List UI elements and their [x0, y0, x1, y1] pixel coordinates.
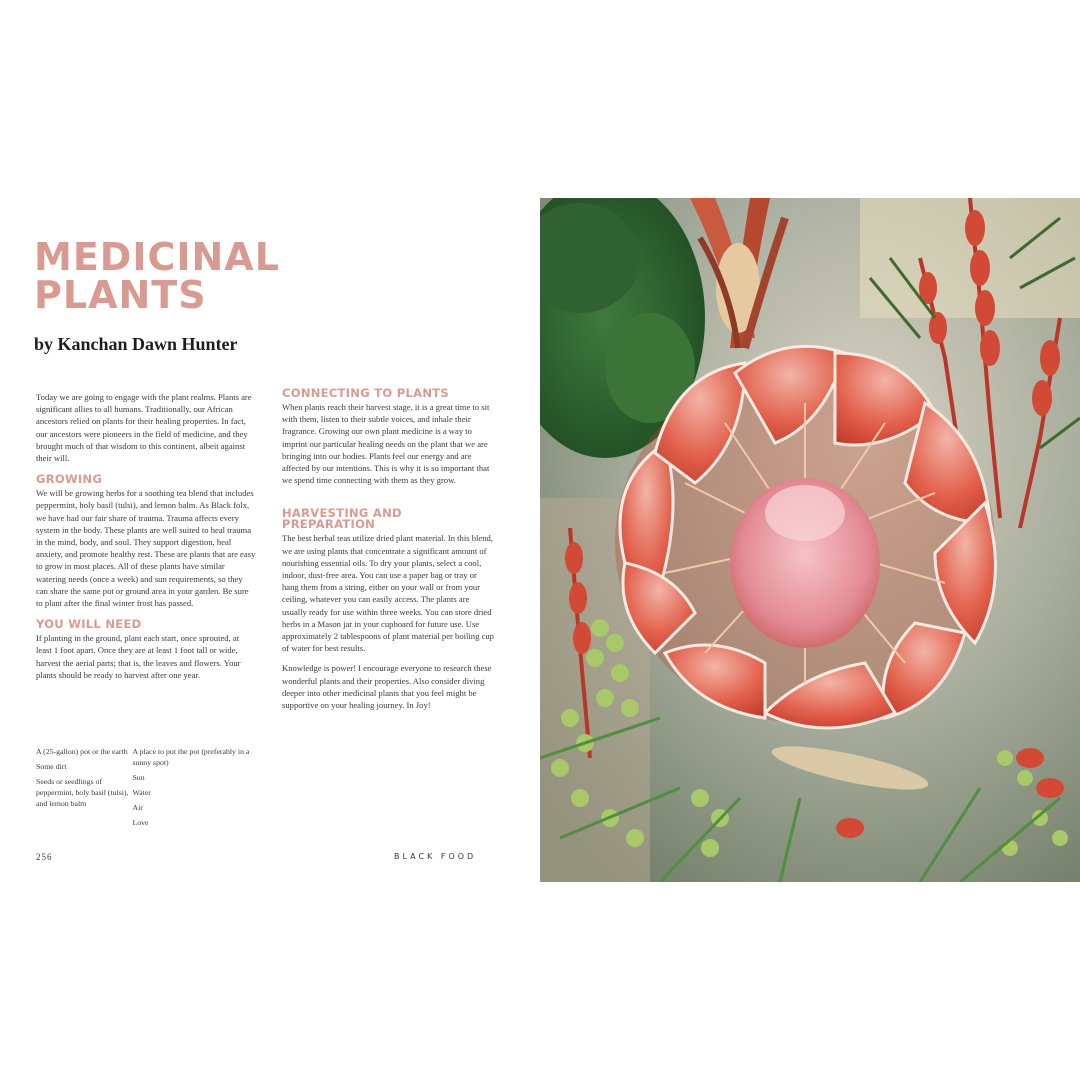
connecting-paragraph: When plants reach their harvest stage, it is a great time to sit with them, listen to their subtle voices, and inhale their fragrance. Growing our own plant medicine is a way to imprint our particular healing needs on the plant that we are bringing into our bodies. Plants feel our energy and are affected by our intentions. This is why it is so important that we spend time connecting with them as they grow. — [282, 402, 490, 486]
list-item: Air — [132, 803, 143, 812]
you-will-need-heading: YOU WILL NEED — [36, 617, 142, 632]
protea-flower-illustration — [540, 198, 1080, 882]
list-item: Some dirt — [36, 762, 67, 771]
protea-flower-photo — [540, 198, 1080, 882]
list-item: A place to put the pot (preferably in a sunny spot) — [132, 747, 250, 767]
connecting-heading: CONNECTING TO PLANTS — [282, 386, 449, 400]
article-title — [34, 235, 414, 317]
closing-paragraph: Knowledge is power! I encourage everyone to research these wonderful plants and their properties. Also consider diving deeper into other medicinal plants that you feel might be supportive on your healing journey. In Joy! — [282, 663, 492, 711]
running-head: BLACK FOOD — [394, 852, 477, 861]
title-line-2: PLANTS — [34, 273, 207, 317]
growing-paragraph: We will be growing herbs for a soothing tea blend that includes peppermint, holy basil (tulsi), and lemon balm. As Black folx, we have had our fair share of trauma. Trauma affects every system in the body. These plants are well suited to heal trauma in the mind, body, and soul. They support digestion, heal anxiety, and promote healthy rest. These are plants that are easy to grow in most places. All of these plants have similar watering needs (once a week) and sun requirements, so they can share the same pot or ground area in your garden. Be sure to plant after the final winter frost has passed. — [36, 488, 256, 609]
byline: by Kanchan Dawn Hunter — [34, 334, 238, 354]
growing-heading: GROWING — [36, 472, 103, 487]
title-line-1: MEDICINAL — [34, 235, 280, 279]
right-text-column — [282, 388, 494, 719]
list-item: Water — [132, 788, 151, 797]
supplies-list-right — [132, 746, 266, 832]
list-item: Seeds or seedlings of peppermint, holy basil (tulsi), and lemon balm — [36, 777, 129, 808]
supplies-list-left — [36, 746, 132, 832]
list-item: Sun — [132, 773, 145, 782]
supplies-list — [36, 746, 266, 832]
harvesting-paragraph: The best herbal teas utilize dried plant material. In this blend, we are using plants that concentrate a significant amount of nourishing essential oils. To dry your plants, select a cool, indoor, dust-free area. You can use a paper bag or tray or hang them from a string, either on your wall or from your ceiling, whatever you can easily access. The plants are usually ready for use within three weeks. You can store dried herbs in a Mason jar in your cupboard for future use. Use approximately 2 tablespoons of plant material per boiling cup of water for best results. — [282, 533, 494, 654]
harvesting-heading: HARVESTING AND PREPARATION — [282, 506, 402, 532]
intro-paragraph: Today we are going to engage with the plant realms. Plants are significant allies to all humans. Traditionally, our African ancestors relied on plants for their healing properties. In fact, our ancestors were pioneers in the field of medicine, and they brought much of that wisdom to this continent, albeit against their will. — [36, 392, 252, 464]
list-item: Love — [132, 818, 149, 827]
list-item: A (25-gallon) pot or the earth — [36, 747, 128, 756]
you-will-need-paragraph: If planting in the ground, plant each start, once sprouted, at least 1 foot apart. Once they are at least 1 foot tall or wide, harvest the aerial parts; that is, the leaves and flowers. Your plants should be ready to harvest after one year. — [36, 633, 241, 680]
left-text-column — [36, 391, 256, 689]
page-number: 256 — [36, 852, 53, 862]
